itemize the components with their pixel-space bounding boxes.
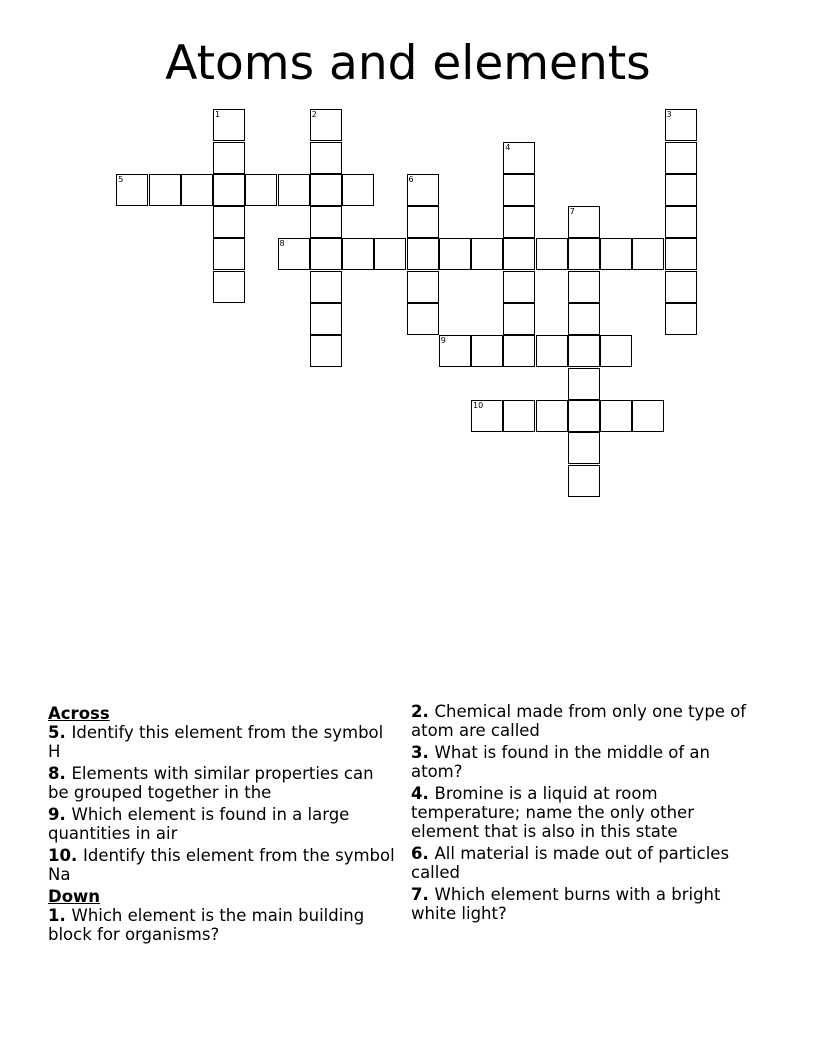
clue-number: 5 — [48, 723, 60, 742]
crossword-cell[interactable] — [568, 465, 600, 497]
clue-number: 9 — [48, 805, 60, 824]
crossword-cell[interactable] — [310, 109, 342, 141]
crossword-cell[interactable] — [600, 238, 632, 270]
cell-number: 8 — [279, 239, 285, 249]
clue-number: 2 — [411, 702, 423, 721]
clue-text: All material is made out of particles called — [411, 844, 730, 882]
crossword-cell[interactable] — [439, 335, 471, 367]
crossword-cell[interactable] — [471, 238, 503, 270]
clue-down-1: 1. Which element is the main building block for organisms? — [48, 906, 365, 944]
crossword-cell[interactable] — [536, 238, 568, 270]
crossword-cell[interactable] — [213, 238, 245, 270]
clue-down-3: 3. What is found in the middle of an atom? — [411, 743, 710, 781]
clue-down-6: 6. All material is made out of particles called — [411, 844, 730, 882]
crossword-cell[interactable] — [407, 206, 439, 238]
crossword-cell[interactable] — [665, 142, 697, 174]
clue-text: Identify this element from the symbol H — [48, 723, 384, 761]
clue-number: 4 — [411, 784, 423, 803]
cell-number: 2 — [311, 110, 317, 120]
crossword-cell[interactable] — [213, 271, 245, 303]
cell-number: 7 — [569, 207, 575, 217]
crossword-cell[interactable] — [568, 335, 600, 367]
crossword-cell[interactable] — [568, 368, 600, 400]
clue-text: Chemical made from only one type of atom are called — [411, 702, 747, 740]
crossword-cell[interactable] — [568, 238, 600, 270]
cell-number: 10 — [473, 400, 484, 410]
crossword-cell[interactable] — [503, 238, 535, 270]
crossword-cell[interactable] — [342, 238, 374, 270]
clue-down-7: 7. Which element burns with a bright white light? — [411, 885, 721, 923]
clue-text: Which element is the main building block for organisms? — [48, 906, 365, 944]
clue-down-4: 4. Bromine is a liquid at room temperature; name the only other element that is also in this state — [411, 784, 694, 841]
crossword-cell[interactable] — [245, 174, 277, 206]
clue-across-5: 5. Identify this element from the symbol H — [48, 723, 384, 761]
crossword-cell[interactable] — [600, 335, 632, 367]
crossword-cell[interactable] — [310, 206, 342, 238]
crossword-cell[interactable] — [568, 400, 600, 432]
crossword-cell[interactable] — [503, 206, 535, 238]
clue-number: 7 — [411, 885, 423, 904]
clue-down-2: 2. Chemical made from only one type of atom are called — [411, 702, 747, 740]
clue-number: 10 — [48, 846, 71, 865]
crossword-cell[interactable] — [568, 271, 600, 303]
crossword-cell[interactable] — [181, 174, 213, 206]
crossword-cell[interactable] — [665, 271, 697, 303]
crossword-cell[interactable] — [632, 400, 664, 432]
clue-text: Which element is found in a large quantities in air — [48, 805, 350, 843]
crossword-cell[interactable] — [213, 174, 245, 206]
crossword-cell[interactable] — [503, 174, 535, 206]
crossword-cell[interactable] — [342, 174, 374, 206]
clue-text: Elements with similar properties can be grouped together in the — [48, 764, 374, 802]
crossword-cell[interactable] — [213, 142, 245, 174]
cell-number: 3 — [666, 110, 672, 120]
crossword-cell[interactable] — [374, 238, 406, 270]
crossword-cell[interactable] — [536, 400, 568, 432]
clue-number: 8 — [48, 764, 60, 783]
crossword-cell[interactable] — [568, 303, 600, 335]
crossword-cell[interactable] — [439, 238, 471, 270]
clue-number: 3 — [411, 743, 423, 762]
cell-number: 4 — [505, 142, 511, 152]
clue-number: 6 — [411, 844, 423, 863]
crossword-cell[interactable] — [536, 335, 568, 367]
crossword-cell[interactable] — [310, 335, 342, 367]
crossword-cell[interactable] — [116, 174, 148, 206]
crossword-cell[interactable] — [407, 174, 439, 206]
crossword-cell[interactable] — [310, 271, 342, 303]
crossword-cell[interactable] — [665, 206, 697, 238]
crossword-cell[interactable] — [665, 109, 697, 141]
page-title: Atoms and elements — [165, 36, 651, 91]
clue-across-9: 9. Which element is found in a large quantities in air — [48, 805, 350, 843]
clue-text: Identify this element from the symbol Na — [48, 846, 395, 884]
clue-across-10: 10. Identify this element from the symbol Na — [48, 846, 395, 884]
crossword-cell[interactable] — [503, 400, 535, 432]
down-heading: Down — [48, 887, 101, 906]
crossword-cell[interactable] — [310, 142, 342, 174]
clue-text: Which element burns with a bright white light? — [411, 885, 721, 923]
crossword-cell[interactable] — [503, 142, 535, 174]
crossword-cell[interactable] — [213, 206, 245, 238]
cell-number: 9 — [440, 336, 446, 346]
crossword-cell[interactable] — [149, 174, 181, 206]
crossword-cell[interactable] — [568, 432, 600, 464]
crossword-cell[interactable] — [278, 238, 310, 270]
crossword-cell[interactable] — [310, 174, 342, 206]
crossword-cell[interactable] — [310, 303, 342, 335]
crossword-cell[interactable] — [600, 400, 632, 432]
cell-number: 6 — [408, 174, 414, 184]
clues-right-column — [411, 702, 761, 926]
clue-text: What is found in the middle of an atom? — [411, 743, 710, 781]
clue-across-8: 8. Elements with similar properties can be grouped together in the — [48, 764, 374, 802]
crossword-cell[interactable] — [407, 303, 439, 335]
crossword-cell[interactable] — [278, 174, 310, 206]
across-heading: Across — [48, 704, 110, 723]
crossword-cell[interactable] — [471, 335, 503, 367]
crossword-cell[interactable] — [503, 271, 535, 303]
crossword-cell[interactable] — [632, 238, 664, 270]
clue-number: 1 — [48, 906, 60, 925]
crossword-cell[interactable] — [665, 238, 697, 270]
clues-left-column — [48, 702, 398, 947]
crossword-cell[interactable] — [665, 303, 697, 335]
crossword-cell[interactable] — [407, 271, 439, 303]
crossword-cell[interactable] — [665, 174, 697, 206]
cell-number: 5 — [118, 174, 124, 184]
crossword-cell[interactable] — [568, 206, 600, 238]
clue-text: Bromine is a liquid at room temperature; name the only other element that is also in this state — [411, 784, 694, 841]
crossword-cell[interactable] — [213, 109, 245, 141]
crossword-cell[interactable] — [310, 238, 342, 270]
cell-number: 1 — [215, 110, 221, 120]
crossword-cell[interactable] — [503, 335, 535, 367]
crossword-cell[interactable] — [471, 400, 503, 432]
crossword-cell[interactable] — [407, 238, 439, 270]
crossword-cell[interactable] — [503, 303, 535, 335]
